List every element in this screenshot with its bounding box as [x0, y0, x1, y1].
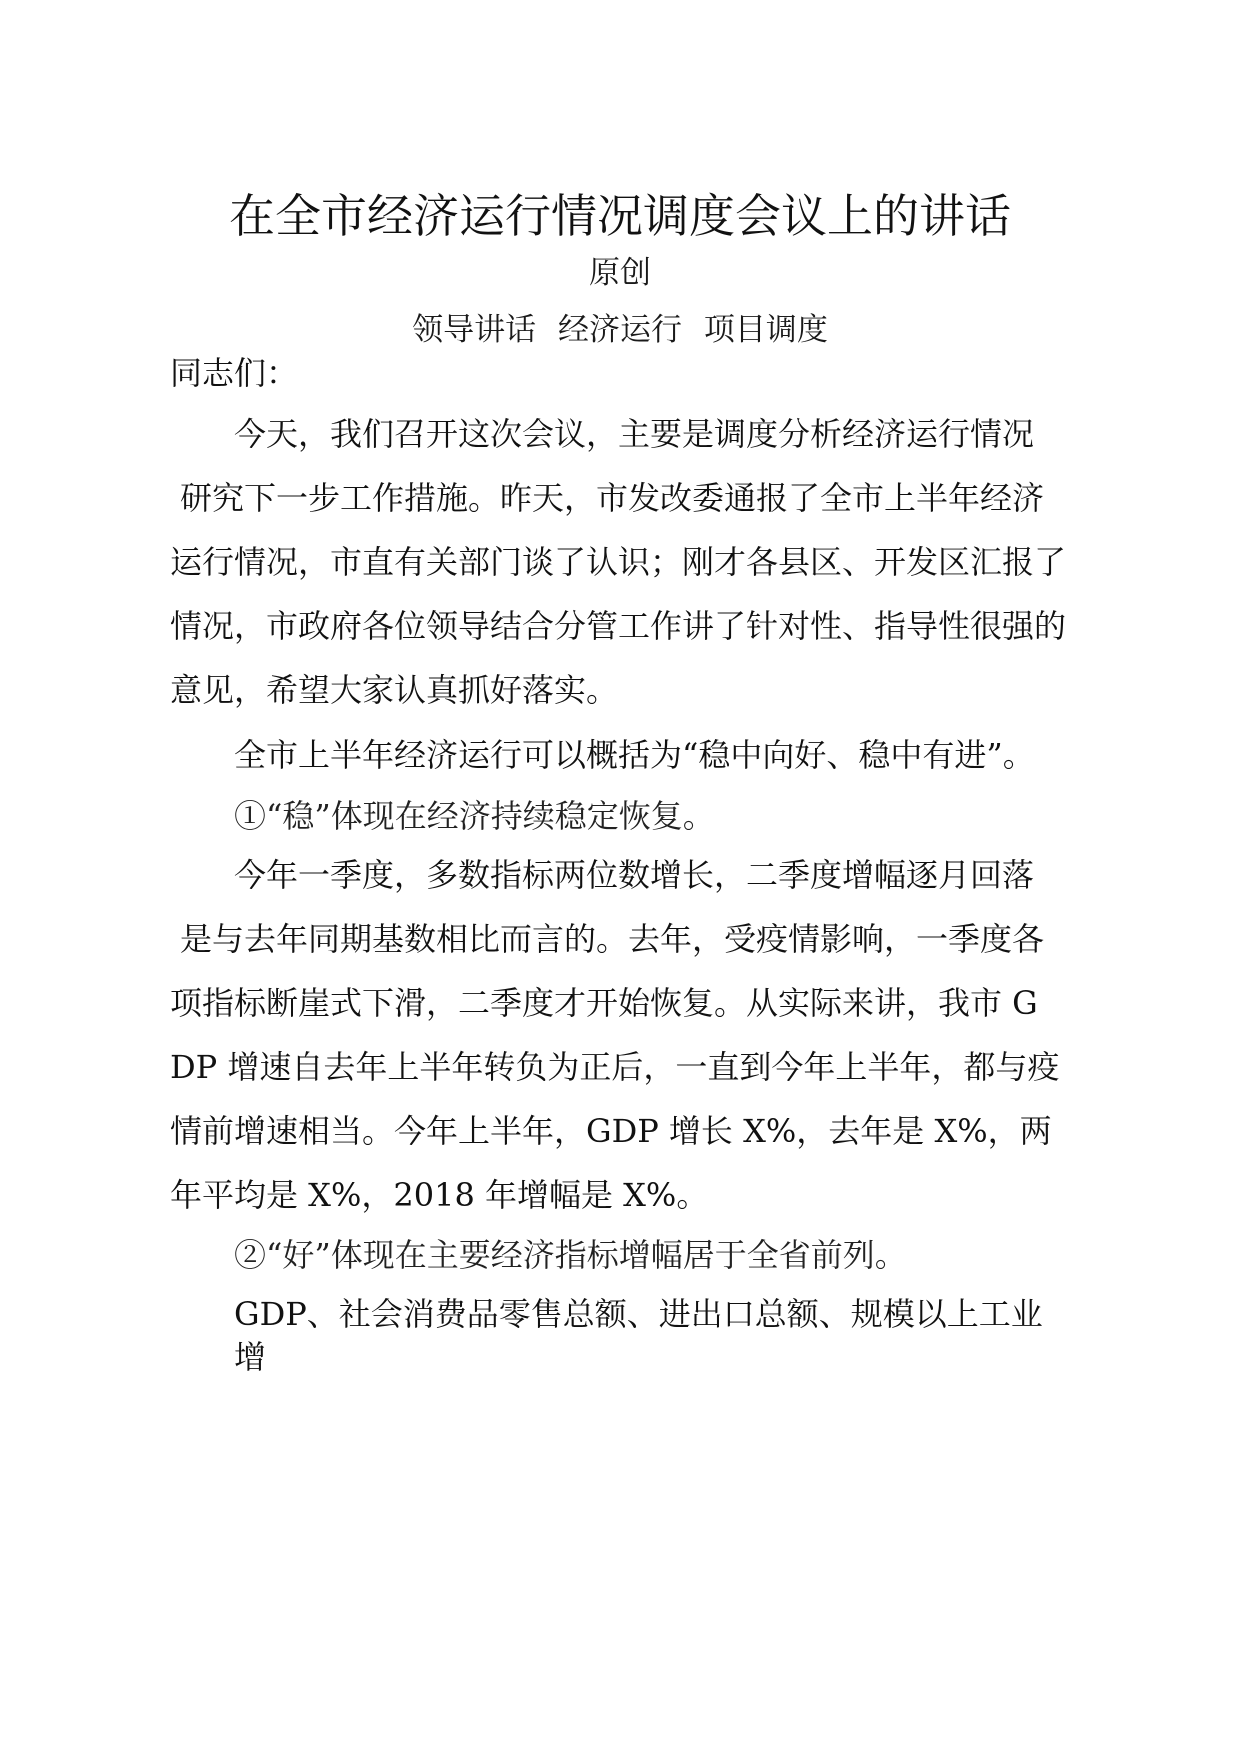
para3-line6: 年平均是 X%，2018 年增幅是 X%。	[170, 1176, 709, 1214]
greeting: 同志们：	[170, 354, 299, 392]
para1-line4: 情况，市政府各位领导结合分管工作讲了针对性、指导性很强的	[170, 607, 1067, 645]
para1-line3: 运行情况，市直有关部门谈了认识；刚才各县区、开发区汇报了	[170, 543, 1067, 581]
para2-line: 全市上半年经济运行可以概括为“稳中向好、稳中有进”。	[234, 736, 1035, 774]
para1-line5: 意见，希望大家认真抓好落实。	[170, 671, 619, 709]
para3-line2: 是与去年同期基数相比而言的。去年，受疫情影响，一季度各	[180, 920, 1045, 958]
para1-line1: 今天，我们召开这次会议，主要是调度分析经济运行情况	[234, 415, 1035, 453]
para4-line1: GDP、社会消费品零售总额、进出口总额、规模以上工业	[234, 1295, 1043, 1333]
para3-line4: DP 增速自去年上半年转负为正后，一直到今年上半年，都与疫	[170, 1048, 1060, 1086]
tags-line: 领导讲话 经济运行 项目调度	[412, 312, 828, 348]
para3-line1: 今年一季度，多数指标两位数增长，二季度增幅逐月回落	[234, 856, 1035, 894]
point2-heading: ②“好”体现在主要经济指标增幅居于全省前列。	[234, 1236, 907, 1274]
original-label: 原创	[589, 255, 651, 291]
para3-line5: 情前增速相当。今年上半年，GDP 增长 X%，去年是 X%，两	[170, 1112, 1052, 1150]
para3-line3: 项指标断崖式下滑，二季度才开始恢复。从实际来讲，我市 G	[170, 984, 1038, 1022]
para4-line2: 增	[234, 1338, 267, 1376]
para1-line2: 研究下一步工作措施。昨天，市发改委通报了全市上半年经济	[180, 479, 1045, 517]
document-title: 在全市经济运行情况调度会议上的讲话	[229, 189, 1011, 243]
point1-heading: ①“稳”体现在经济持续稳定恢复。	[234, 797, 715, 835]
